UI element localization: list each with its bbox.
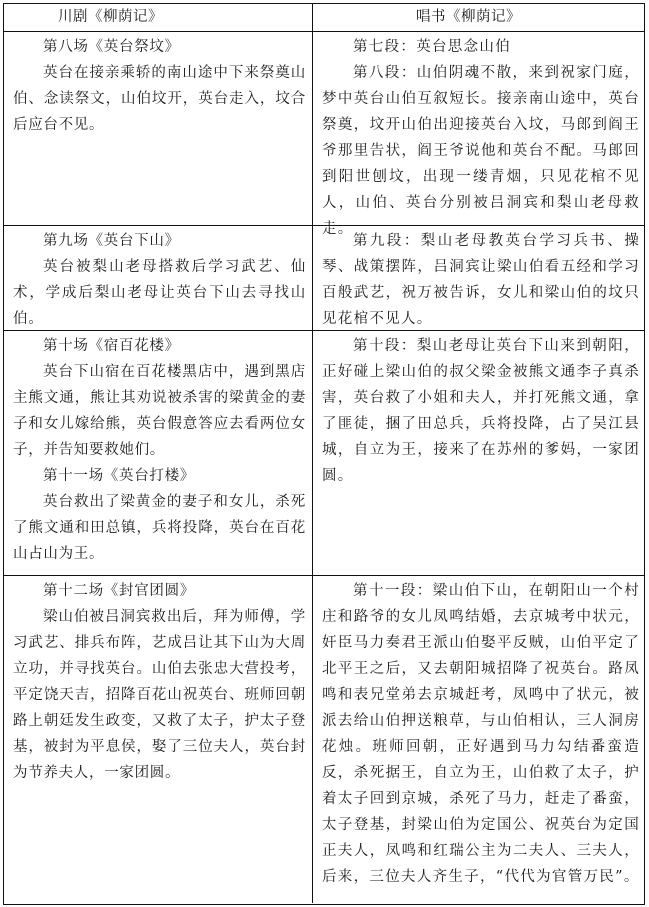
changshu-cell <box>313 576 643 903</box>
section-paragraph: 第十段：梨山老母让英台下山来到朝阳，正好碰上梁山伯的叔父梁金被熊文通李子真杀害，英台救了小姐和夫人，并打死熊文通，拿了匪徒，捆了田总兵，兵将投降，占了吴江县城，自立为王，接来了在苏州的爹妈，一家团圆。 <box>322 338 640 484</box>
changshu-cell <box>313 331 643 575</box>
changshu-cell <box>313 226 643 330</box>
chuanju-cell <box>4 331 313 575</box>
header-chuanju: 川剧《柳荫记》 <box>4 4 313 31</box>
comparison-table <box>3 3 645 905</box>
scene-summary: 英台救出了梁黄金的妻子和女儿，杀死了熊文通和田总镇，兵将投降，英台在百花山占山为王。 <box>13 494 306 562</box>
section-paragraph: 第八段：山伯阴魂不散，来到祝家门庭，梦中英台山伯互叙短长。接亲南山途中，英台祭奠，坟开山伯出迎接英台入坟，马郎到阎王爷那里告状，阎王爷说他和英台不配。马郎回到阳世刨坟，出现一缕青烟，只见花棺不见人，山伯、英台分别被吕洞宾和梨山老母救走。 <box>322 65 640 237</box>
scene-summary: 梁山伯被吕洞宾救出后，拜为师傅，学习武艺、排兵布阵，艺成吕让其下山为大周立功，并寻找英台。山伯去张忠大营投考，平定饶天吉，招降百花山祝英台、班师回朝路上朝廷发生政变，又救了太子，护太子登基，被封为平息侯，娶了三位夫人，英台封为节养夫人，一家团圆。 <box>13 609 306 781</box>
changshu-cell <box>313 32 643 237</box>
scene-title: 第十二场《封官团圆》 <box>43 583 195 599</box>
scene-summary: 英台被梨山老母搭救后学习武艺、仙术，学成后梨山老母让英台下山去寻找山伯。 <box>13 259 306 327</box>
scene-title: 第八场《英台祭坟》 <box>43 39 180 55</box>
table-row <box>4 31 644 237</box>
table-header-row <box>4 4 644 31</box>
scene-summary: 英台下山宿在百花楼黑店中，遇到黑店主熊文通，熊让其劝说被杀害的梁黄金的妻子和女儿嫁给熊，英台假意答应去看两位女子，并告知要救她们。 <box>13 364 306 458</box>
chuanju-cell <box>4 32 313 225</box>
header-changshu: 唱书《柳荫记》 <box>416 9 521 25</box>
scene-title: 第十一场《英台打楼》 <box>43 468 195 484</box>
scene-title: 第十场《宿百花楼》 <box>43 338 180 354</box>
section-paragraph: 第七段：英台思念山伯 <box>353 39 511 55</box>
chuanju-cell <box>4 226 313 330</box>
scene-title: 第九场《英台下山》 <box>43 233 180 249</box>
scene-summary: 英台在接亲乘轿的南山途中下来祭奠山伯、念读祭文，山伯坟开，英台走入，坟合后应台不见。 <box>13 65 306 133</box>
section-paragraph: 第十一段：梁山伯下山，在朝阳山一个村庄和路爷的女儿凤鸣结婚，去京城考中状元，奸臣马力奏君王派山伯娶平反贼，山伯平定了北平王之后，又去朝阳城招降了祝英台。路凤鸣和表兄堂弟去京城赶考，凤鸣中了状元，被派去给山伯押送粮草，与山伯相认，三人洞房花烛。班师回朝，正好遇到马力勾结番蛮造反，杀死据王，自立为王，山伯救了太子，护着太子回到京城，杀死了马力，赶走了番蛮，太子登基，封梁山伯为定国公、祝英台为定国正夫人，凤鸣和红瑞公主为二夫人、三夫人，后来，三位夫人齐生子，“代代为官管万民”。 <box>322 583 640 885</box>
table-row <box>4 225 644 330</box>
section-paragraph: 第九段：梨山老母教英台学习兵书、操琴、战策摆阵，吕洞宾让梁山伯看五经和学习百般武艺，祝万被告诉，女儿和梁山伯的坟只见花棺不见人。 <box>322 233 640 327</box>
chuanju-cell <box>4 576 313 903</box>
table-row <box>4 330 644 575</box>
table-row <box>4 575 644 903</box>
